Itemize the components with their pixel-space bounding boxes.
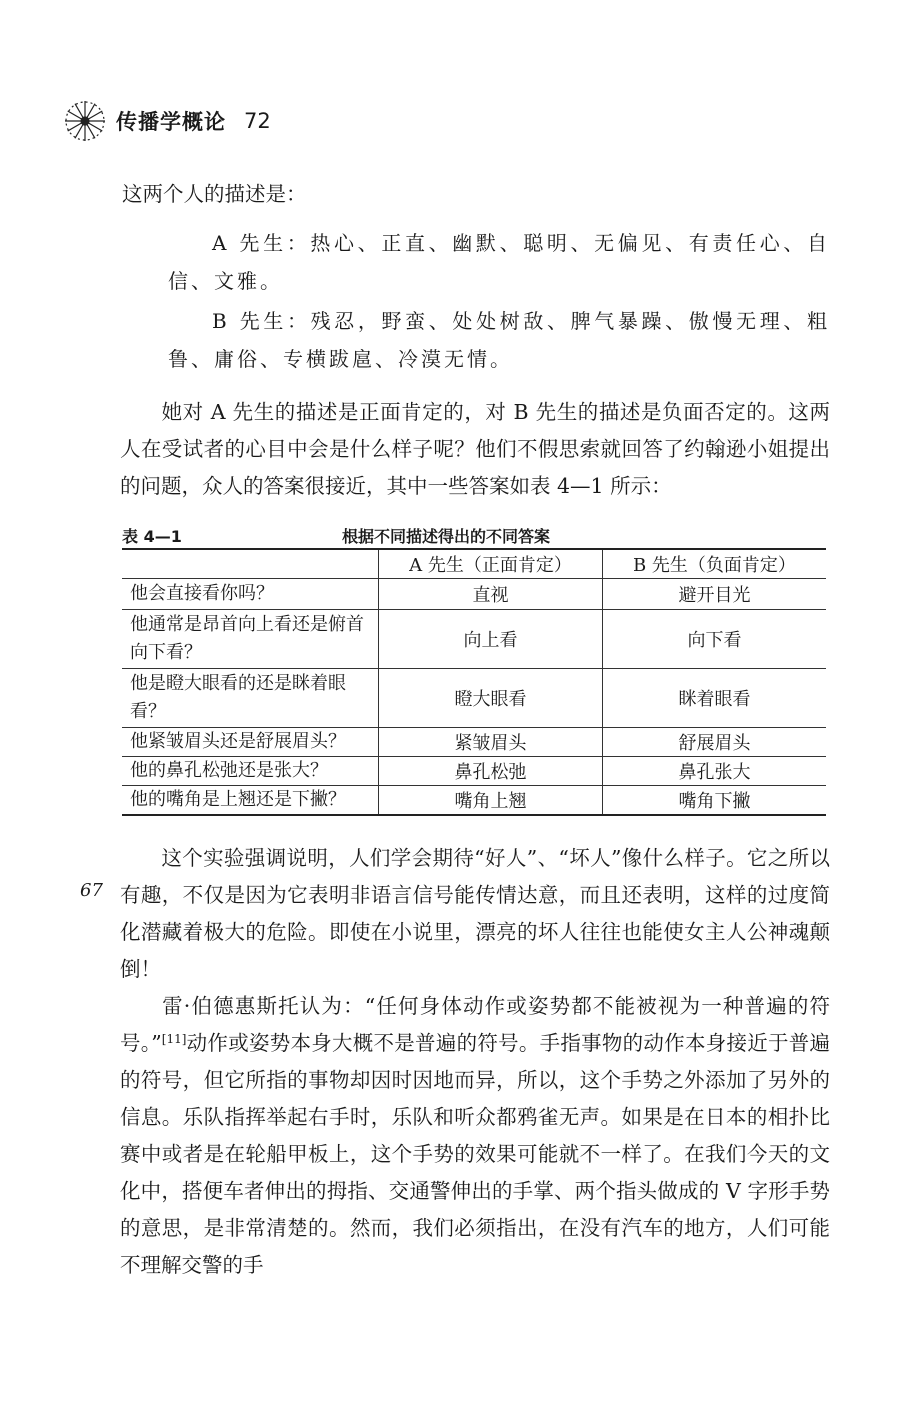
answers-table [122, 548, 826, 816]
table-answer-a: 嘴角上翘 [379, 786, 603, 816]
paragraph-1: 她对 A 先生的描述是正面肯定的，对 B 先生的描述是负面否定的。这两人在受试者的心目中会是什么样子呢？他们不假思索就回答了约翰逊小姐提出的问题，众人的答案很接近，其中一些答案如表 4—1 所示： [120, 400, 830, 498]
table-question: 他的鼻孔松弛还是张大？ [122, 757, 379, 786]
description-b: B 先生：残忍，野蛮、处处树敌、脾气暴躁、傲慢无理、粗鲁、庸俗、专横跋扈、冷漠无情。 [168, 309, 830, 371]
table-row [122, 579, 826, 610]
table-answer-a: 向上看 [379, 610, 603, 669]
table-row [122, 728, 826, 757]
table-row [122, 786, 826, 816]
margin-page-number: 67 [80, 880, 103, 901]
table-header-b: B 先生（负面肯定） [602, 549, 826, 579]
table-answer-b: 鼻孔张大 [602, 757, 826, 786]
paragraph-3: 雷·伯德惠斯托认为：“任何身体动作或姿势都不能被视为一种普遍的符号。”[11]动作或姿势本身大概不是普遍的符号。手指事物的动作本身接近于普遍的符号，但它所指的事物却因时因地而异，所以，这个手势之外添加了另外的信息。乐队指挥举起右手时，乐队和听众都鸦雀无声。如果是在日本的相扑比赛中或者是在轮船甲板上，这个手势的效果可能就不一样了。在我们今天的文化中，搭便车者伸出的拇指、交通警伸出的手掌、两个指头做成的 V 字形手势的意思，是非常清楚的。然而，我们必须指出，在没有汽车的地方，人们可能不理解交警的手 [120, 994, 831, 1277]
table-answer-a: 鼻孔松弛 [379, 757, 603, 786]
footnote-ref: [11] [161, 1032, 187, 1046]
table-answer-a: 直视 [379, 579, 603, 610]
paragraph-2: 这个实验强调说明，人们学会期待“好人”、“坏人”像什么样子。它之所以有趣，不仅是因为它表明非语言信号能传情达意，而且还表明，这样的过度简化潜藏着极大的危险。即使在小说里，漂亮的坏人往往也能使女主人公神魂颠倒！ [120, 846, 830, 981]
page-number: 72 [244, 109, 271, 133]
table-row [122, 610, 826, 669]
table-answer-b: 眯着眼看 [602, 669, 826, 728]
flower-logo-icon [62, 98, 108, 144]
book-title: 传播学概论 [116, 110, 226, 134]
table-row [122, 757, 826, 786]
table-answer-a: 紧皱眉头 [379, 728, 603, 757]
table-answer-b: 避开目光 [602, 579, 826, 610]
table-answer-a: 瞪大眼看 [379, 669, 603, 728]
table-header-row [122, 549, 826, 579]
table-question: 他是瞪大眼看的还是眯着眼看？ [122, 669, 379, 728]
table-header-empty [122, 549, 379, 579]
table-answer-b: 向下看 [602, 610, 826, 669]
table-number: 表 4—1 [122, 527, 182, 546]
table-row [122, 669, 826, 728]
page-header [62, 96, 271, 146]
table-title: 根据不同描述得出的不同答案 [342, 527, 551, 546]
table-header-a: A 先生（正面肯定） [379, 549, 603, 579]
table-question: 他会直接看你吗？ [122, 579, 379, 610]
table-question: 他的嘴角是上翘还是下撇？ [122, 786, 379, 816]
table-answer-b: 嘴角下撇 [602, 786, 826, 816]
table-question: 他通常是昂首向上看还是俯首向下看？ [122, 610, 379, 669]
description-a: A 先生：热心、正直、幽默、聪明、无偏见、有责任心、自信、文雅。 [168, 231, 830, 293]
intro-text: 这两个人的描述是： [122, 182, 307, 206]
table-caption [122, 522, 826, 548]
table-question: 他紧皱眉头还是舒展眉头？ [122, 728, 379, 757]
table-answer-b: 舒展眉头 [602, 728, 826, 757]
